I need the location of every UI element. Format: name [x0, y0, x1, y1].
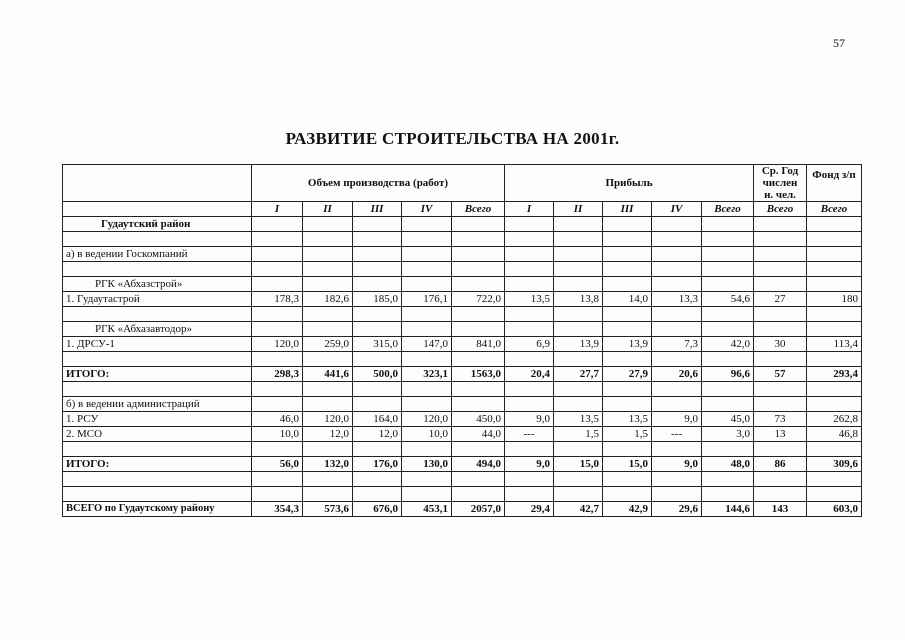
cell-value: 29,6: [652, 502, 702, 517]
subheader-fund: Всего: [807, 202, 862, 217]
cell-value: 27: [754, 292, 807, 307]
cell-value: 3,0: [702, 427, 754, 442]
cell-value: 13,5: [603, 412, 652, 427]
cell-value: 13,9: [603, 337, 652, 352]
cell-value: 44,0: [452, 427, 505, 442]
cell-value: 113,4: [807, 337, 862, 352]
page-number: 57: [833, 36, 845, 50]
cell-value: 676,0: [353, 502, 402, 517]
cell-value: 323,1: [402, 367, 452, 382]
subheader-p3: III: [603, 202, 652, 217]
subheader-p2: II: [554, 202, 603, 217]
cell-value: 185,0: [353, 292, 402, 307]
company2-row: [63, 322, 862, 337]
subheader-q4: IV: [402, 202, 452, 217]
cell-value: 45,0: [702, 412, 754, 427]
cell-value: 182,6: [303, 292, 353, 307]
cell-value: 262,8: [807, 412, 862, 427]
cell-value: 180: [807, 292, 862, 307]
document-title: РАЗВИТИЕ СТРОИТЕЛЬСТВА НА 2001г.: [285, 129, 620, 148]
cell-value: 120,0: [252, 337, 303, 352]
cell-value: 13,9: [554, 337, 603, 352]
cell-value: 29,4: [505, 502, 554, 517]
cell-value: ---: [505, 427, 554, 442]
blank-row: [63, 307, 862, 322]
district-row: [63, 217, 862, 232]
subheader-ptotal: Всего: [702, 202, 754, 217]
cell-value: 10,0: [402, 427, 452, 442]
cell-value: 178,3: [252, 292, 303, 307]
cell-value: 120,0: [402, 412, 452, 427]
table-row-grand-total: [63, 502, 862, 517]
cell-value: 573,6: [303, 502, 353, 517]
subheader-staff: Всего: [754, 202, 807, 217]
subheader-q3: III: [353, 202, 402, 217]
cell-value: 12,0: [303, 427, 353, 442]
table-row-total-b: [63, 457, 862, 472]
cell-value: 309,6: [807, 457, 862, 472]
row-label: 1. ДРСУ-1: [63, 337, 252, 352]
cell-value: 453,1: [402, 502, 452, 517]
cell-value: 54,6: [702, 292, 754, 307]
subheader-q1: I: [252, 202, 303, 217]
cell-value: 494,0: [452, 457, 505, 472]
cell-value: 14,0: [603, 292, 652, 307]
cell-value: 96,6: [702, 367, 754, 382]
row-label: ИТОГО:: [63, 367, 252, 382]
cell-value: 9,0: [505, 457, 554, 472]
cell-value: 259,0: [303, 337, 353, 352]
cell-value: 6,9: [505, 337, 554, 352]
cell-value: 15,0: [554, 457, 603, 472]
cell-value: 143: [754, 502, 807, 517]
subheader-empty-cell: [63, 202, 252, 217]
table-row-gudautastroy: [63, 292, 862, 307]
cell-value: 354,3: [252, 502, 303, 517]
cell-value: 27,9: [603, 367, 652, 382]
cell-value: 12,0: [353, 427, 402, 442]
cell-value: 13,8: [554, 292, 603, 307]
table-row-mso: [63, 427, 862, 442]
section-b-label: б) в ведении администраций: [63, 397, 252, 412]
blank-row: [63, 352, 862, 367]
cell-value: 120,0: [303, 412, 353, 427]
cell-value: 46,8: [807, 427, 862, 442]
cell-value: 293,4: [807, 367, 862, 382]
cell-value: 42,0: [702, 337, 754, 352]
cell-value: 603,0: [807, 502, 862, 517]
cell-value: 27,7: [554, 367, 603, 382]
cell-value: 1,5: [554, 427, 603, 442]
cell-value: 56,0: [252, 457, 303, 472]
cell-value: 73: [754, 412, 807, 427]
cell-value: 46,0: [252, 412, 303, 427]
row-label: ИТОГО:: [63, 457, 252, 472]
cell-value: 2057,0: [452, 502, 505, 517]
row-label: 1. Гудаутастрой: [63, 292, 252, 307]
subheader-q2: II: [303, 202, 353, 217]
cell-value: 15,0: [603, 457, 652, 472]
subheader-p4: IV: [652, 202, 702, 217]
company1-row: [63, 277, 862, 292]
cell-value: 147,0: [402, 337, 452, 352]
header-profit: Прибыль: [505, 165, 754, 202]
cell-value: 176,0: [353, 457, 402, 472]
subheader-total: Всего: [452, 202, 505, 217]
header-staff: Ср. Год числен н. чел.: [754, 165, 807, 202]
header-fund: Фонд з/п: [807, 165, 862, 202]
cell-value: 13,5: [554, 412, 603, 427]
cell-value: 57: [754, 367, 807, 382]
cell-value: ---: [652, 427, 702, 442]
subheader-p1: I: [505, 202, 554, 217]
row-label: 1. РСУ: [63, 412, 252, 427]
cell-value: 298,3: [252, 367, 303, 382]
blank-row: [63, 472, 862, 487]
cell-value: 20,6: [652, 367, 702, 382]
blank-row: [63, 382, 862, 397]
blank-row: [63, 232, 862, 247]
cell-value: 30: [754, 337, 807, 352]
cell-value: 315,0: [353, 337, 402, 352]
table-row-total-a: [63, 367, 862, 382]
cell-value: 841,0: [452, 337, 505, 352]
table-row-drsu: [63, 337, 862, 352]
company1-label: РГК «Абхазстрой»: [63, 277, 252, 292]
cell-value: 441,6: [303, 367, 353, 382]
header-empty-cell: [63, 165, 252, 202]
cell-value: 42,7: [554, 502, 603, 517]
cell-value: 13: [754, 427, 807, 442]
cell-value: 176,1: [402, 292, 452, 307]
cell-value: 20,4: [505, 367, 554, 382]
cell-value: 144,6: [702, 502, 754, 517]
cell-value: 500,0: [353, 367, 402, 382]
cell-value: 130,0: [402, 457, 452, 472]
cell-value: 164,0: [353, 412, 402, 427]
district-label: Гудаутский район: [63, 217, 252, 232]
cell-value: 450,0: [452, 412, 505, 427]
cell-value: 13,3: [652, 292, 702, 307]
cell-value: 42,9: [603, 502, 652, 517]
section-b-row: [63, 397, 862, 412]
cell-value: 1,5: [603, 427, 652, 442]
cell-value: 13,5: [505, 292, 554, 307]
blank-row: [63, 442, 862, 457]
row-label: ВСЕГО по Гудаутскому району: [63, 502, 252, 517]
section-a-row: [63, 247, 862, 262]
company2-label: РГК «Абхазавтодор»: [63, 322, 252, 337]
table-row-rsu: [63, 412, 862, 427]
cell-value: 9,0: [652, 412, 702, 427]
cell-value: 7,3: [652, 337, 702, 352]
cell-value: 9,0: [652, 457, 702, 472]
row-label: 2. МСО: [63, 427, 252, 442]
blank-row: [63, 487, 862, 502]
construction-table: [62, 164, 862, 517]
cell-value: 1563,0: [452, 367, 505, 382]
header-row: [63, 165, 862, 202]
blank-row: [63, 262, 862, 277]
cell-value: 722,0: [452, 292, 505, 307]
header-volume: Объем производства (работ): [252, 165, 505, 202]
cell-value: 10,0: [252, 427, 303, 442]
cell-value: 132,0: [303, 457, 353, 472]
cell-value: 9,0: [505, 412, 554, 427]
section-a-label: а) в ведении Госкомпаний: [63, 247, 252, 262]
cell-value: 86: [754, 457, 807, 472]
cell-value: 48,0: [702, 457, 754, 472]
subheader-row: [63, 202, 862, 217]
